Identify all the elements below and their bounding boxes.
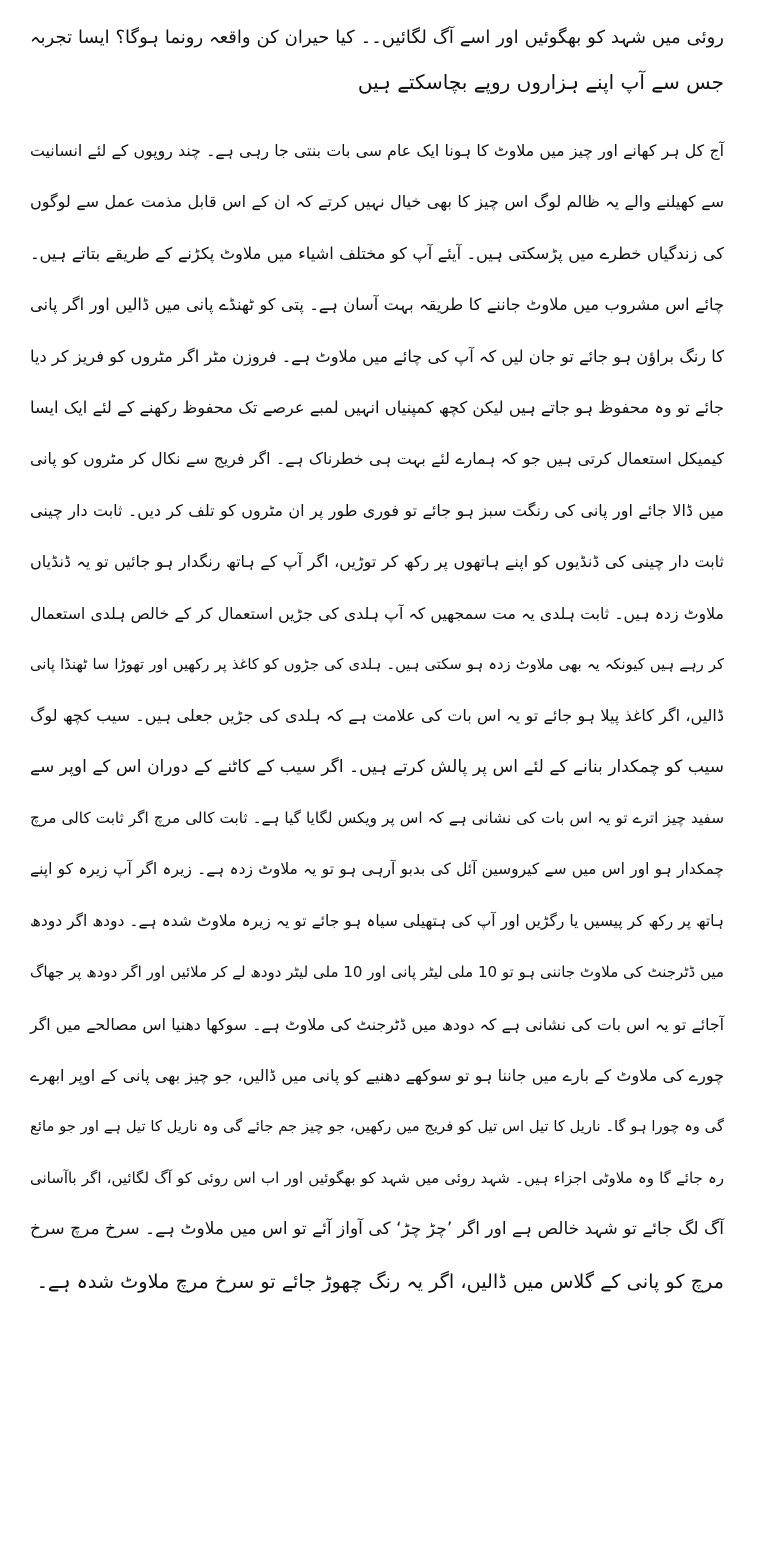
article-title-line: روئی میں شہد کو بھگوئیں اور اسے آگ لگائیں۔۔ کیا حیران کن واقعہ رونما ہوگا؟ ایسا تجربہ <box>30 27 724 48</box>
article-body-line: رہ جائے گا وہ ملاوٹی اجزاء ہیں۔ شہد روئی میں شہد کو بھگوئیں اور اب اس روئی کو آگ لگائیں، اگر باآسانی <box>30 1168 724 1187</box>
article-body-line: سفید چیز اترے تو یہ اس بات کی نشانی ہے کہ اس پر ویکس لگایا گیا ہے۔ ثابت کالی مرچ اگر ثابت کالی مرچ <box>30 809 724 828</box>
article-body <box>30 125 724 1307</box>
article-title <box>30 0 724 104</box>
article-body-line: میں ڈٹرجنٹ کی ملاوٹ جاننی ہو تو 10 ملی لیٹر پانی اور 10 ملی لیٹر دودھ لے کر ملائیں اور اگر دودھ پر جھاگ <box>30 963 724 982</box>
article-body-line: ہاتھ پر رکھ کر پیسیں یا رگڑیں اور آپ کی ہتھیلی سیاہ ہو جائے تو یہ زیرہ ملاوٹ شدہ ہے۔ دودھ اگر دودھ <box>30 911 724 930</box>
article-body-line: ثابت دار چینی کی ڈنڈیوں کو اپنے ہاتھوں پر رکھ کر توڑیں، اگر آپ کے ہاتھ رنگدار ہو جائیں تو یہ ڈنڈیاں <box>30 552 724 572</box>
article-body-line: چورے کی ملاوٹ کے بارے میں جاننا ہو تو سوکھے دھنیے کو پانی میں ڈالیں، جو چیز بھی پانی کے اوپر ابھرے <box>30 1066 724 1086</box>
article-body-line: آج کل ہر کھانے اور چیز میں ملاوٹ کا ہونا ایک عام سی بات بنتی جا رہی ہے۔ چند روپوں کے لئے انسانیت <box>30 141 724 160</box>
article-body-line: سیب کو چمکدار بنانے کے لئے اس پر پالش کرتے ہیں۔ اگر سیب کے کاٹنے کے دوران اس کے اوپر سے <box>30 756 724 777</box>
article-body-line: گی وہ چورا ہو گا۔ ناریل کا تیل اس تیل کو فریج میں رکھیں، جو چیز جم جائے گی وہ ناریل کا تیل ہے اور جو مائع <box>30 1118 724 1136</box>
article-body-line: چمکدار ہو اور اس میں سے کیروسین آئل کی بدبو آرہی ہو تو یہ ملاوٹ زدہ ہے۔ زیرہ اگر آپ زیرہ کو اپنے <box>30 860 724 879</box>
article-body-line: ملاوٹ زدہ ہیں۔ ثابت ہلدی یہ مت سمجھیں کہ آپ ہلدی کی جڑیں استعمال کر کے خالص ہلدی استعمال <box>30 603 724 623</box>
article-body-line: سے کھیلنے والے یہ ظالم لوگ اس چیز کا بھی خیال نہیں کرتے کہ ان کے اس قابل مذمت عمل سے لوگوں <box>30 192 724 212</box>
article-body-line: مرچ کو پانی کے گلاس میں ڈالیں، اگر یہ رنگ چھوڑ جائے تو سرخ مرچ ملاوٹ شدہ ہے۔ <box>36 1269 724 1293</box>
article-title-line: جس سے آپ اپنے ہزاروں روپے بچاسکتے ہیں <box>357 70 724 94</box>
article-body-line: جائے تو وہ محفوظ ہو جاتے ہیں لیکن کچھ کمپنیاں انہیں لمبے عرصے تک محفوظ رکھنے کے لئے ایک ایسا <box>30 397 724 417</box>
article-body-line: آجائے تو یہ اس بات کی نشانی ہے کہ دودھ میں ڈٹرجنٹ کی ملاوٹ ہے۔ سوکھا دھنیا اس مصالحے میں اگر <box>30 1014 724 1034</box>
article-body-line: آگ لگ جائے تو شہد خالص ہے اور اگر ’چڑ چڑ‘ کی آواز آئے تو اس میں ملاوٹ ہے۔ سرخ مرچ سرخ <box>30 1219 724 1240</box>
article-body-line: ڈالیں، اگر کاغذ پیلا ہو جائے تو یہ اس بات کی علامت ہے کہ ہلدی کی جڑیں جعلی ہیں۔ سیب کچھ لوگ <box>30 706 724 726</box>
article-body-line: کی زندگیاں خطرے میں پڑسکتی ہیں۔ آیئے آپ کو مختلف اشیاء میں ملاوٹ پکڑنے کے طریقے بتاتے ہیں۔ <box>30 243 724 263</box>
article-body-line: کیمیکل استعمال کرتی ہیں جو کہ ہمارے لئے بہت ہی خطرناک ہے۔ اگر فریج سے نکال کر مٹروں کو پانی <box>30 449 724 469</box>
article-body-line: چائے اس مشروب میں ملاوٹ جاننے کا طریقہ بہت آسان ہے۔ پتی کو ٹھنڈے پانی میں ڈالیں اور اگر پانی <box>30 295 724 315</box>
article-body-line: کر رہے ہیں کیونکہ یہ بھی ملاوٹ زدہ ہو سکتی ہیں۔ ہلدی کی جڑوں کو کاغذ پر رکھیں اور تھوڑا سا ٹھنڈا پانی <box>30 655 724 673</box>
article-body-line: میں ڈالا جائے اور پانی کی رنگت سبز ہو جائے تو فوری طور پر ان مٹروں کو تلف کر دیں۔ ثابت دار چینی <box>30 500 724 520</box>
article-body-line: کا رنگ براؤن ہو جائے تو جان لیں کہ آپ کی چائے میں ملاوٹ ہے۔ فروزن مٹر اگر مٹروں کو فریز کر دیا <box>30 346 724 366</box>
